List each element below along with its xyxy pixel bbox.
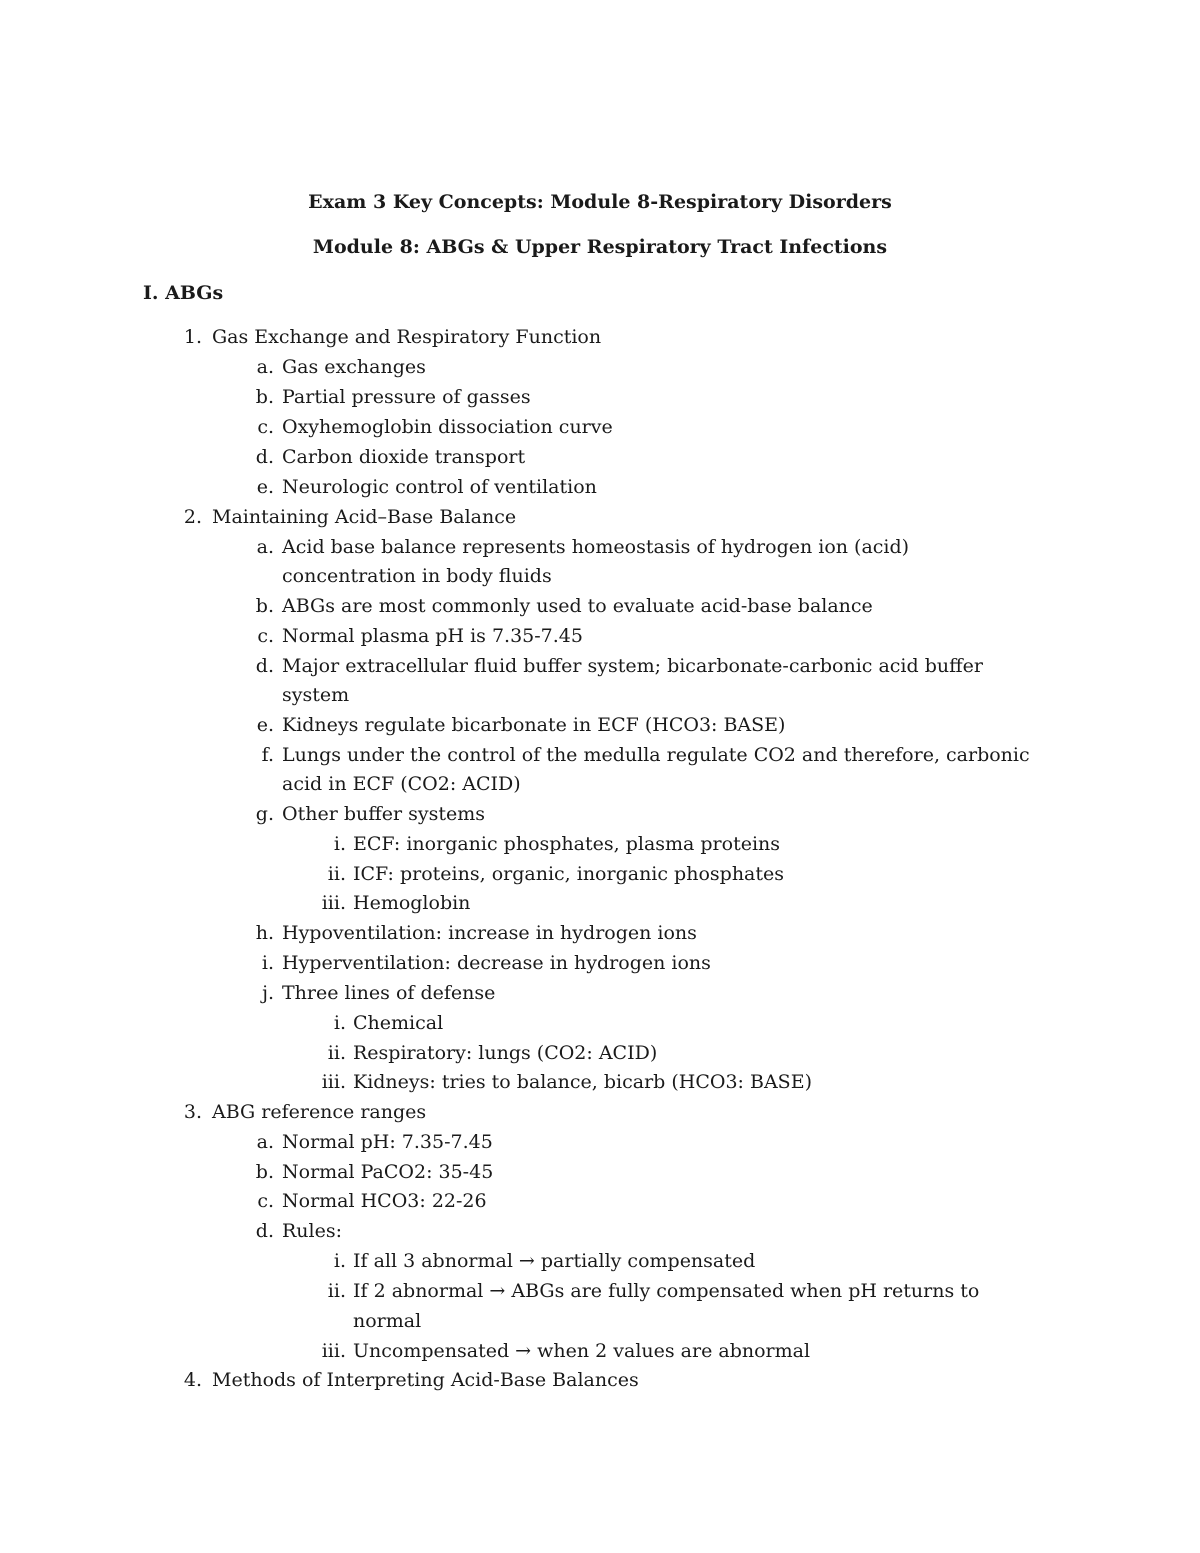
- list-item-text: Maintaining Acid–Base Balance: [212, 506, 517, 528]
- list-marker: a.: [256, 356, 274, 378]
- list-marker: iii.: [321, 892, 346, 914]
- list-marker: b.: [255, 595, 274, 617]
- list-item-text: Rules:: [282, 1220, 343, 1242]
- list-marker: i.: [261, 952, 274, 974]
- list-marker: b.: [255, 386, 274, 408]
- list-marker: i.: [333, 833, 346, 855]
- list-marker: 4.: [183, 1369, 202, 1391]
- list-item-text: Gas exchanges: [282, 356, 426, 378]
- list-marker: e.: [256, 714, 274, 736]
- list-item-text: Uncompensated → when 2 values are abnormal: [353, 1340, 811, 1362]
- list-marker: f.: [261, 744, 274, 766]
- document-subtitle: Module 8: ABGs & Upper Respiratory Tract Infections: [312, 236, 888, 258]
- list-item-text: Hyperventilation: decrease in hydrogen ions: [282, 952, 711, 974]
- list-item-text: Oxyhemoglobin dissociation curve: [282, 416, 613, 438]
- list-item-text: Methods of Interpreting Acid-Base Balances: [212, 1369, 639, 1391]
- list-item-text: Neurologic control of ventilation: [282, 476, 597, 498]
- list-marker: c.: [257, 1190, 274, 1212]
- list-marker: h.: [255, 922, 274, 944]
- list-item-text: Normal HCO3: 22-26: [282, 1190, 487, 1212]
- list-item-text: If all 3 abnormal → partially compensated: [353, 1250, 756, 1272]
- list-item-text: Acid base balance represents homeostasis of hydrogen ion (acid): [282, 536, 910, 558]
- list-item-text: concentration in body fluids: [282, 565, 552, 587]
- list-marker: j.: [262, 982, 274, 1004]
- list-item-text: Major extracellular fluid buffer system; bicarbonate-carbonic acid buffer: [282, 655, 983, 677]
- list-item-text: Lungs under the control of the medulla regulate CO2 and therefore, carbonic: [282, 744, 1030, 766]
- list-item-text: Hemoglobin: [353, 892, 471, 914]
- list-item-text: Normal pH: 7.35-7.45: [282, 1131, 493, 1153]
- section-heading: I. ABGs: [143, 282, 224, 304]
- list-item-text: Kidneys: tries to balance, bicarb (HCO3: BASE): [353, 1071, 812, 1093]
- list-item-text: ABGs are most commonly used to evaluate acid-base balance: [282, 595, 873, 617]
- list-item-text: Normal PaCO2: 35-45: [282, 1161, 494, 1183]
- list-item-text: Three lines of defense: [282, 982, 496, 1004]
- list-item-text: Chemical: [353, 1012, 444, 1034]
- list-item-text: ECF: inorganic phosphates, plasma proteins: [353, 833, 781, 855]
- list-item-text: ABG reference ranges: [212, 1101, 427, 1123]
- list-item-text: If 2 abnormal → ABGs are fully compensated when pH returns to: [353, 1280, 980, 1302]
- list-item-text: Kidneys regulate bicarbonate in ECF (HCO3: BASE): [282, 714, 786, 736]
- list-marker: g.: [255, 803, 274, 825]
- list-marker: b.: [255, 1161, 274, 1183]
- list-marker: iii.: [321, 1071, 346, 1093]
- list-item-text: Carbon dioxide transport: [282, 446, 526, 468]
- list-marker: c.: [257, 416, 274, 438]
- list-marker: ii.: [327, 863, 346, 885]
- list-marker: a.: [256, 1131, 274, 1153]
- list-item-text: normal: [353, 1310, 422, 1332]
- list-item-text: Gas Exchange and Respiratory Function: [212, 326, 602, 348]
- document-title: Exam 3 Key Concepts: Module 8-Respiratory Disorders: [308, 191, 892, 213]
- list-item-text: Other buffer systems: [282, 803, 485, 825]
- list-marker: 2.: [183, 506, 202, 528]
- list-item-text: Hypoventilation: increase in hydrogen ions: [282, 922, 697, 944]
- list-item-text: ICF: proteins, organic, inorganic phosphates: [353, 863, 785, 885]
- list-marker: d.: [255, 655, 274, 677]
- list-marker: e.: [256, 476, 274, 498]
- list-item-text: system: [282, 684, 350, 706]
- list-marker: ii.: [327, 1042, 346, 1064]
- list-item-text: acid in ECF (CO2: ACID): [282, 773, 521, 795]
- list-marker: iii.: [321, 1340, 346, 1362]
- list-item-text: Normal plasma pH is 7.35-7.45: [282, 625, 583, 647]
- list-marker: i.: [333, 1250, 346, 1272]
- list-marker: d.: [255, 1220, 274, 1242]
- list-marker: i.: [333, 1012, 346, 1034]
- list-marker: ii.: [327, 1280, 346, 1302]
- list-marker: c.: [257, 625, 274, 647]
- list-marker: a.: [256, 536, 274, 558]
- list-item-text: Partial pressure of gasses: [282, 386, 531, 408]
- list-marker: d.: [255, 446, 274, 468]
- list-marker: 1.: [183, 326, 202, 348]
- list-item-text: Respiratory: lungs (CO2: ACID): [353, 1042, 658, 1064]
- list-marker: 3.: [183, 1101, 202, 1123]
